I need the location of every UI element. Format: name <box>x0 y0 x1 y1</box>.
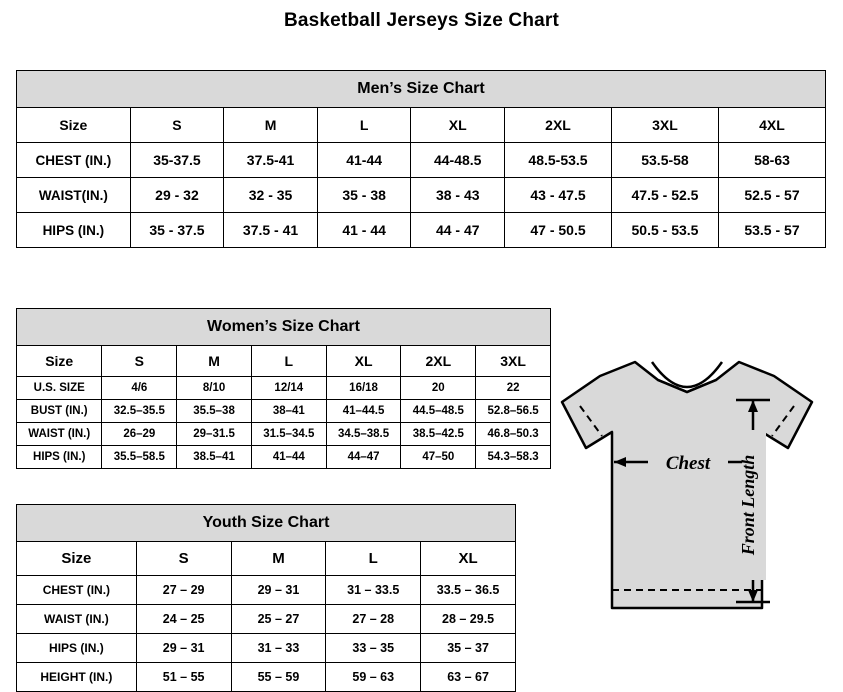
mens-col-s: S <box>130 108 224 143</box>
cell: 55 – 59 <box>231 663 326 692</box>
table-row <box>17 400 551 423</box>
cell: 31.5–34.5 <box>251 423 326 446</box>
youth-col-xl: XL <box>421 542 516 576</box>
cell: 33 – 35 <box>326 634 421 663</box>
mens-row-label-chest: CHEST (IN.) <box>17 143 131 178</box>
mens-table-heading: Men’s Size Chart <box>17 71 826 108</box>
womens-row-label-waist: WAIST (IN.) <box>17 423 102 446</box>
cell: 47–50 <box>401 446 476 469</box>
cell: 37.5 - 41 <box>224 213 318 248</box>
cell: 38.5–42.5 <box>401 423 476 446</box>
youth-col-l: L <box>326 542 421 576</box>
youth-table-heading: Youth Size Chart <box>17 505 516 542</box>
cell: 28 – 29.5 <box>421 605 516 634</box>
youth-col-size: Size <box>17 542 137 576</box>
cell: 44.5–48.5 <box>401 400 476 423</box>
youth-col-m: M <box>231 542 326 576</box>
mens-col-m: M <box>224 108 318 143</box>
table-row <box>17 143 826 178</box>
cell: 46.8–50.3 <box>476 423 551 446</box>
cell: 35 – 37 <box>421 634 516 663</box>
womens-row-label-us-size: U.S. SIZE <box>17 377 102 400</box>
cell: 41 - 44 <box>317 213 411 248</box>
table-row <box>17 423 551 446</box>
womens-col-s: S <box>102 346 177 377</box>
table-row <box>17 446 551 469</box>
cell: 4/6 <box>102 377 177 400</box>
cell: 33.5 – 36.5 <box>421 576 516 605</box>
cell: 44-48.5 <box>411 143 505 178</box>
jersey-measurement-diagram <box>540 340 840 685</box>
cell: 41–44.5 <box>326 400 401 423</box>
cell: 59 – 63 <box>326 663 421 692</box>
youth-table-heading-row <box>17 505 516 542</box>
cell: 26–29 <box>102 423 177 446</box>
cell: 53.5-58 <box>612 143 719 178</box>
mens-row-label-hips: HIPS (IN.) <box>17 213 131 248</box>
youth-row-label-waist: WAIST (IN.) <box>17 605 137 634</box>
mens-size-chart-table <box>16 70 826 248</box>
chest-label: Chest <box>665 453 711 474</box>
table-row <box>17 663 516 692</box>
cell: 27 – 28 <box>326 605 421 634</box>
youth-header-row <box>17 542 516 576</box>
cell: 34.5–38.5 <box>326 423 401 446</box>
mens-table-heading-row <box>17 71 826 108</box>
mens-col-3xl: 3XL <box>612 108 719 143</box>
table-row <box>17 605 516 634</box>
womens-col-size: Size <box>17 346 102 377</box>
cell: 25 – 27 <box>231 605 326 634</box>
cell: 32.5–35.5 <box>102 400 177 423</box>
cell: 35 - 38 <box>317 178 411 213</box>
cell: 24 – 25 <box>136 605 231 634</box>
cell: 16/18 <box>326 377 401 400</box>
cell: 35.5–58.5 <box>102 446 177 469</box>
youth-size-chart-table <box>16 504 516 692</box>
mens-header-row <box>17 108 826 143</box>
cell: 29 – 31 <box>136 634 231 663</box>
cell: 37.5-41 <box>224 143 318 178</box>
cell: 32 - 35 <box>224 178 318 213</box>
womens-col-l: L <box>251 346 326 377</box>
cell: 43 - 47.5 <box>505 178 612 213</box>
womens-header-row <box>17 346 551 377</box>
mens-row-label-waist: WAIST(IN.) <box>17 178 131 213</box>
cell: 63 – 67 <box>421 663 516 692</box>
cell: 47 - 50.5 <box>505 213 612 248</box>
front-length-label: Front Length <box>738 454 758 556</box>
youth-row-label-hips: HIPS (IN.) <box>17 634 137 663</box>
mens-col-xl: XL <box>411 108 505 143</box>
mens-col-2xl: 2XL <box>505 108 612 143</box>
youth-col-s: S <box>136 542 231 576</box>
cell: 47.5 - 52.5 <box>612 178 719 213</box>
youth-row-label-height: HEIGHT (IN.) <box>17 663 137 692</box>
cell: 8/10 <box>177 377 252 400</box>
table-row <box>17 634 516 663</box>
cell: 48.5-53.5 <box>505 143 612 178</box>
cell: 41–44 <box>251 446 326 469</box>
cell: 38–41 <box>251 400 326 423</box>
table-row <box>17 377 551 400</box>
cell: 38 - 43 <box>411 178 505 213</box>
cell: 35.5–38 <box>177 400 252 423</box>
mens-col-l: L <box>317 108 411 143</box>
womens-row-label-hips: HIPS (IN.) <box>17 446 102 469</box>
cell: 52.5 - 57 <box>718 178 825 213</box>
cell: 29–31.5 <box>177 423 252 446</box>
cell: 54.3–58.3 <box>476 446 551 469</box>
table-row <box>17 178 826 213</box>
cell: 58-63 <box>718 143 825 178</box>
cell: 29 – 31 <box>231 576 326 605</box>
womens-size-chart-table <box>16 308 551 469</box>
mens-col-size: Size <box>17 108 131 143</box>
cell: 44 - 47 <box>411 213 505 248</box>
cell: 53.5 - 57 <box>718 213 825 248</box>
cell: 22 <box>476 377 551 400</box>
cell: 52.8–56.5 <box>476 400 551 423</box>
womens-col-m: M <box>177 346 252 377</box>
mens-col-4xl: 4XL <box>718 108 825 143</box>
table-row <box>17 213 826 248</box>
page-title: Basketball Jerseys Size Chart <box>283 10 560 31</box>
womens-table-heading-row <box>17 309 551 346</box>
cell: 20 <box>401 377 476 400</box>
womens-col-3xl: 3XL <box>476 346 551 377</box>
womens-row-label-bust: BUST (IN.) <box>17 400 102 423</box>
cell: 41-44 <box>317 143 411 178</box>
cell: 35 - 37.5 <box>130 213 224 248</box>
cell: 38.5–41 <box>177 446 252 469</box>
womens-col-xl: XL <box>326 346 401 377</box>
cell: 35-37.5 <box>130 143 224 178</box>
cell: 12/14 <box>251 377 326 400</box>
cell: 44–47 <box>326 446 401 469</box>
youth-row-label-chest: CHEST (IN.) <box>17 576 137 605</box>
cell: 27 – 29 <box>136 576 231 605</box>
cell: 31 – 33 <box>231 634 326 663</box>
cell: 50.5 - 53.5 <box>612 213 719 248</box>
jersey-shape-icon <box>562 362 812 608</box>
cell: 31 – 33.5 <box>326 576 421 605</box>
womens-col-2xl: 2XL <box>401 346 476 377</box>
womens-table-heading: Women’s Size Chart <box>17 309 551 346</box>
cell: 29 - 32 <box>130 178 224 213</box>
cell: 51 – 55 <box>136 663 231 692</box>
table-row <box>17 576 516 605</box>
